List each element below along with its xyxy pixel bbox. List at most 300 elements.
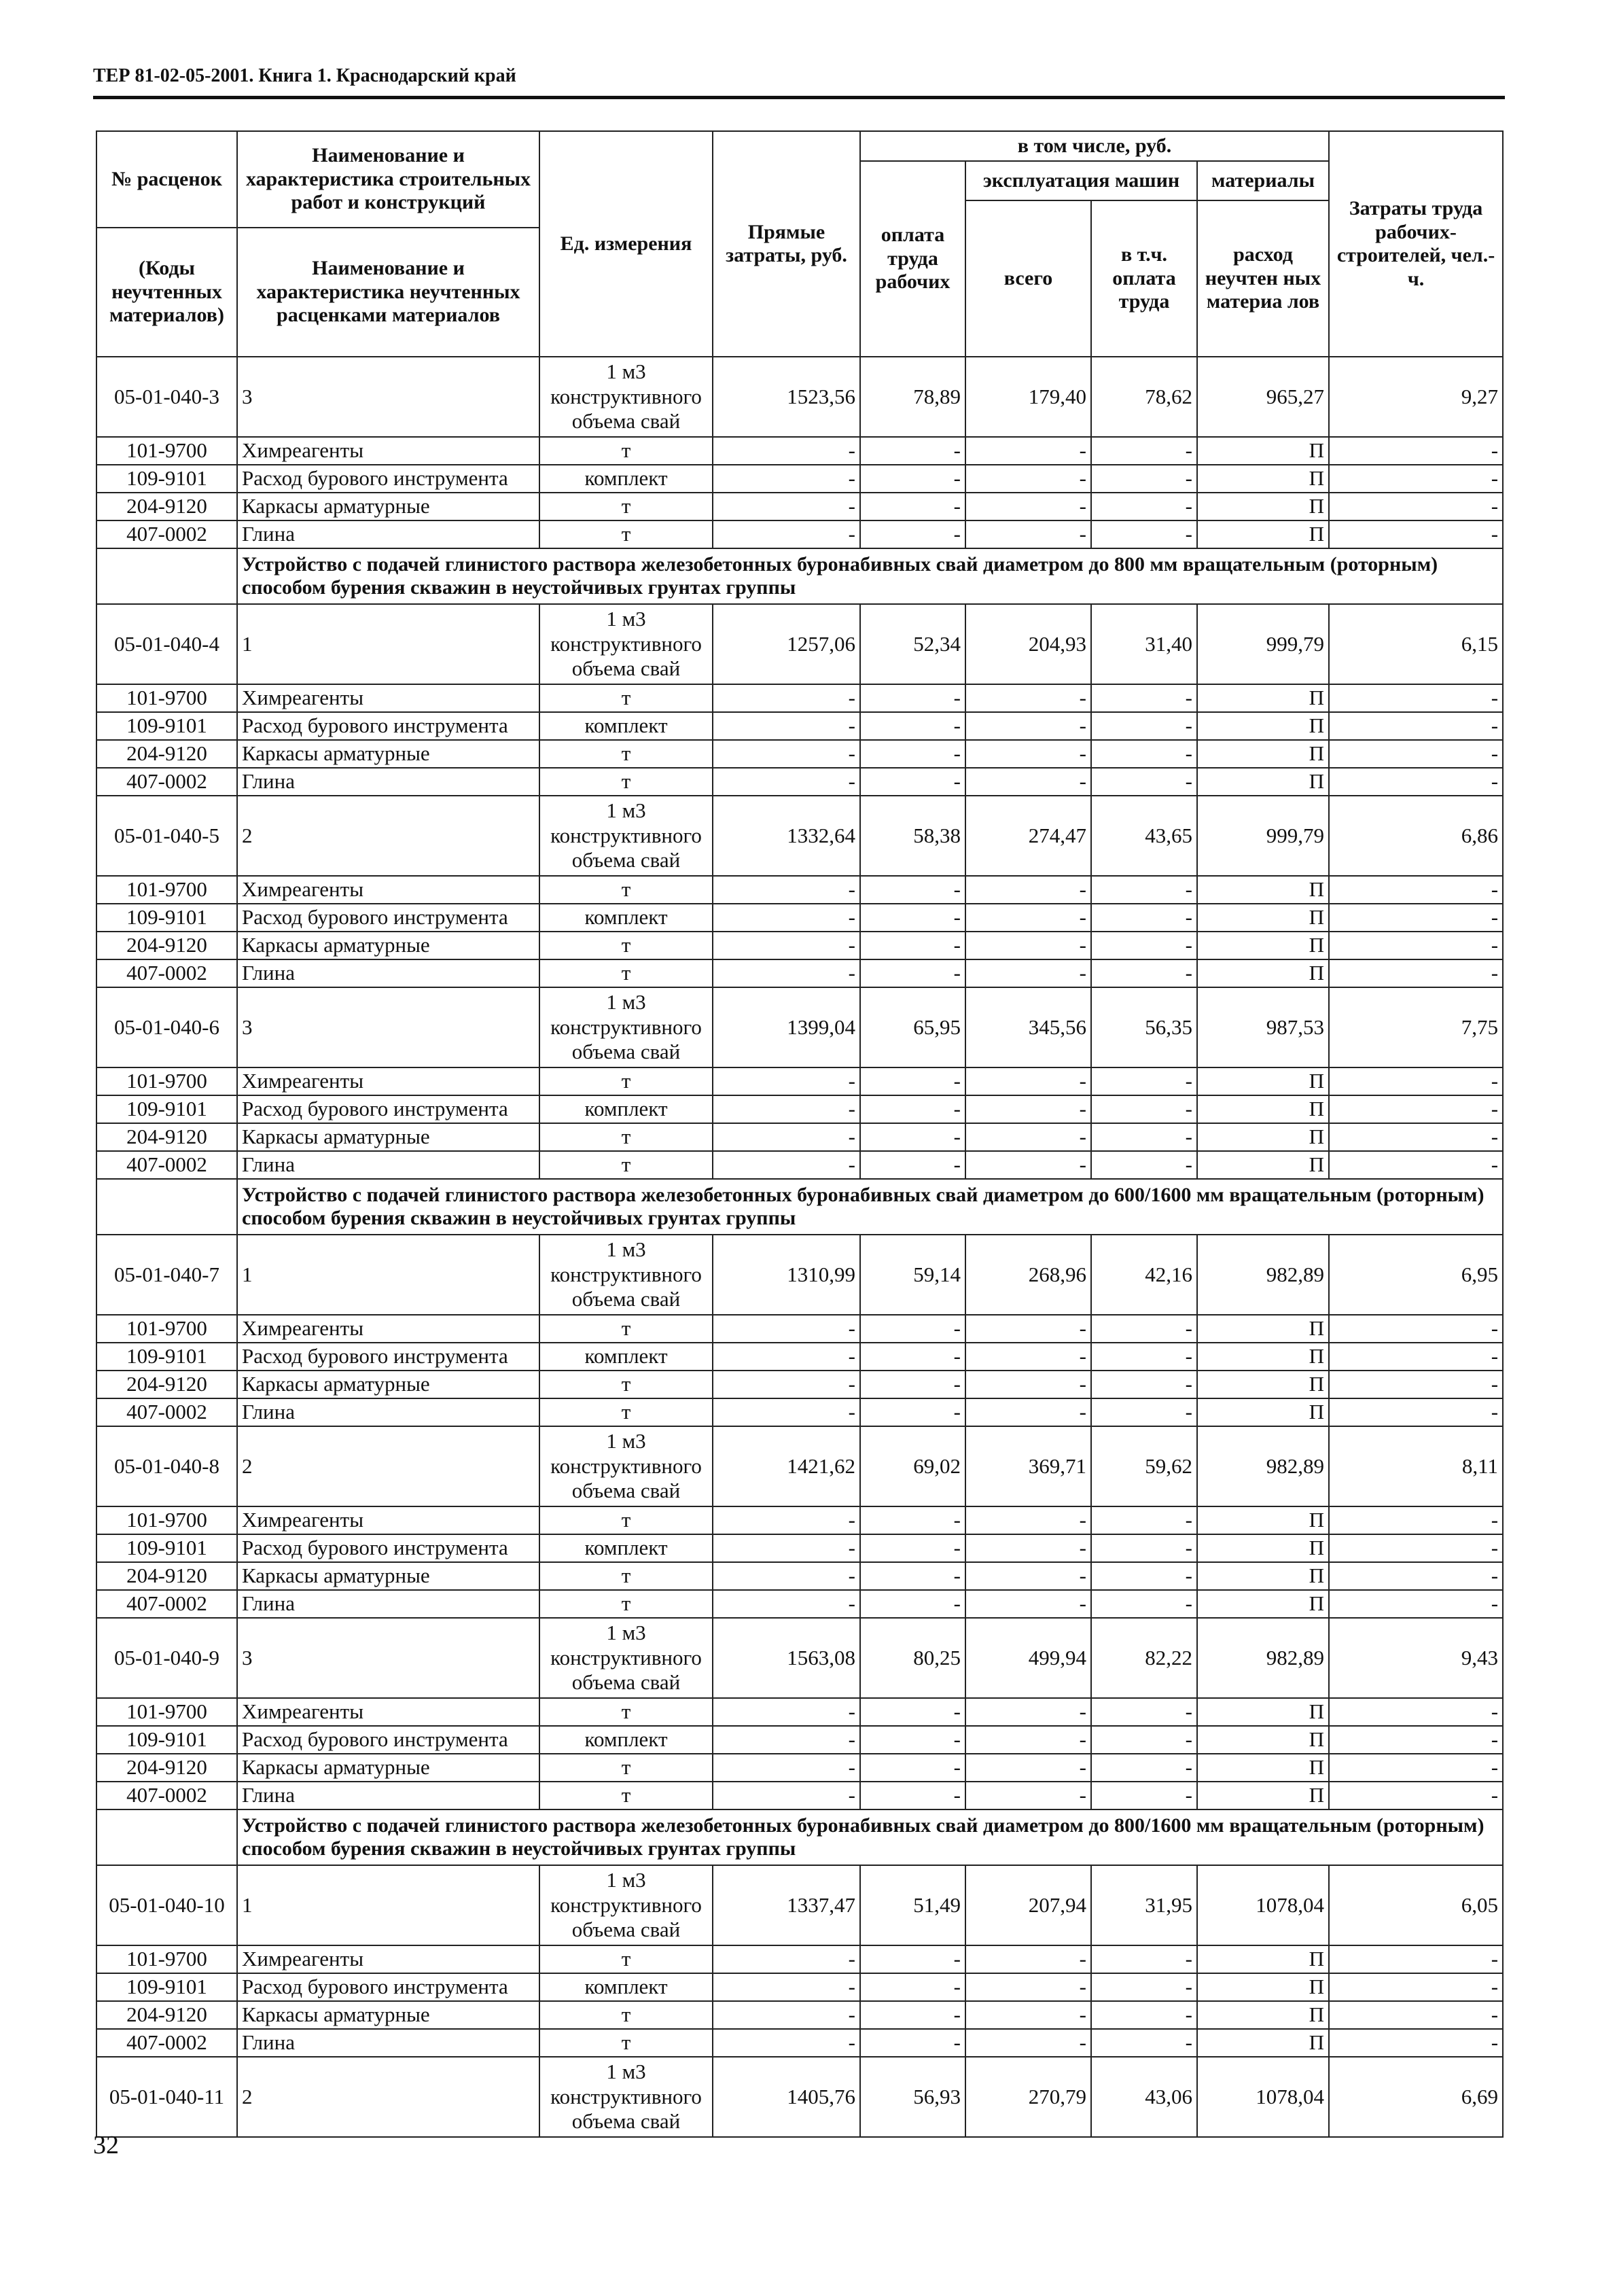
material-machines-labor-dash: - [1091, 437, 1197, 465]
material-p-mark: П [1197, 2001, 1329, 2029]
machines-labor: 59,62 [1091, 1426, 1197, 1506]
material-unit: т [539, 493, 713, 520]
material-direct-dash: - [713, 493, 860, 520]
material-direct-dash: - [713, 1151, 860, 1179]
material-machines-labor-dash: - [1091, 684, 1197, 712]
material-code: 204-9120 [96, 2001, 237, 2029]
material-machines-labor-dash: - [1091, 1534, 1197, 1562]
material-labor-dash: - [860, 1534, 965, 1562]
material-labor-dash: - [860, 1315, 965, 1343]
soil-group: 2 [237, 1426, 539, 1506]
material-workers-dash: - [1329, 1562, 1503, 1590]
material-code: 109-9101 [96, 1343, 237, 1371]
material-code: 101-9700 [96, 876, 237, 904]
material-unit: т [539, 1315, 713, 1343]
material-machines-labor-dash: - [1091, 1371, 1197, 1398]
material-code: 407-0002 [96, 959, 237, 987]
material-p-mark: П [1197, 1095, 1329, 1123]
material-workers-dash: - [1329, 712, 1503, 740]
soil-group: 2 [237, 796, 539, 876]
material-unit: т [539, 437, 713, 465]
material-row [96, 520, 1503, 548]
header-machines-labor: в т.ч. оплата труда [1091, 200, 1197, 357]
material-name: Каркасы арматурные [237, 1371, 539, 1398]
material-name: Расход бурового инструмента [237, 712, 539, 740]
material-row [96, 1095, 1503, 1123]
material-machines-dash: - [965, 740, 1091, 768]
material-workers-dash: - [1329, 1782, 1503, 1809]
material-workers-dash: - [1329, 1534, 1503, 1562]
material-row [96, 1123, 1503, 1151]
material-p-mark: П [1197, 2029, 1329, 2057]
material-direct-dash: - [713, 959, 860, 987]
material-machines-dash: - [965, 1398, 1091, 1426]
material-name: Глина [237, 1398, 539, 1426]
direct-costs: 1399,04 [713, 987, 860, 1067]
material-direct-dash: - [713, 712, 860, 740]
material-code: 204-9120 [96, 1371, 237, 1398]
material-name: Химреагенты [237, 1315, 539, 1343]
material-labor-dash: - [860, 712, 965, 740]
rate-row [96, 987, 1503, 1067]
material-labor-dash: - [860, 876, 965, 904]
material-workers-dash: - [1329, 520, 1503, 548]
material-p-mark: П [1197, 1726, 1329, 1754]
material-code: 407-0002 [96, 520, 237, 548]
material-workers-dash: - [1329, 959, 1503, 987]
material-p-mark: П [1197, 1315, 1329, 1343]
machines-labor: 31,40 [1091, 604, 1197, 684]
material-direct-dash: - [713, 1506, 860, 1534]
unit-of-measure: 1 м3 конструктивного объема свай [539, 604, 713, 684]
worker-labor: 6,95 [1329, 1235, 1503, 1315]
material-code: 101-9700 [96, 437, 237, 465]
material-p-mark: П [1197, 1506, 1329, 1534]
material-machines-labor-dash: - [1091, 520, 1197, 548]
material-labor-dash: - [860, 1343, 965, 1371]
labor-pay: 65,95 [860, 987, 965, 1067]
material-row [96, 904, 1503, 932]
material-labor-dash: - [860, 1973, 965, 2001]
material-workers-dash: - [1329, 1945, 1503, 1973]
direct-costs: 1523,56 [713, 357, 860, 437]
soil-group: 3 [237, 987, 539, 1067]
material-machines-labor-dash: - [1091, 493, 1197, 520]
material-machines-labor-dash: - [1091, 1398, 1197, 1426]
header-machines: эксплуатация машин [965, 161, 1197, 200]
material-p-mark: П [1197, 712, 1329, 740]
material-name: Расход бурового инструмента [237, 1095, 539, 1123]
material-unit: комплект [539, 1534, 713, 1562]
material-workers-dash: - [1329, 876, 1503, 904]
material-workers-dash: - [1329, 1506, 1503, 1534]
material-code: 109-9101 [96, 712, 237, 740]
material-code: 407-0002 [96, 768, 237, 796]
header-codes-sub: (Коды неучтенных материалов) [96, 228, 237, 357]
material-machines-dash: - [965, 1123, 1091, 1151]
materials-cost: 1078,04 [1197, 2057, 1329, 2137]
materials-cost: 987,53 [1197, 987, 1329, 1067]
material-name: Расход бурового инструмента [237, 1973, 539, 2001]
material-direct-dash: - [713, 520, 860, 548]
material-name: Глина [237, 1782, 539, 1809]
material-code: 109-9101 [96, 1726, 237, 1754]
material-workers-dash: - [1329, 493, 1503, 520]
material-p-mark: П [1197, 1534, 1329, 1562]
material-machines-labor-dash: - [1091, 768, 1197, 796]
material-direct-dash: - [713, 684, 860, 712]
rate-code: 05-01-040-3 [96, 357, 237, 437]
material-row [96, 493, 1503, 520]
material-p-mark: П [1197, 1067, 1329, 1095]
material-unit: т [539, 1151, 713, 1179]
material-p-mark: П [1197, 1590, 1329, 1618]
material-direct-dash: - [713, 904, 860, 932]
material-workers-dash: - [1329, 1754, 1503, 1782]
material-workers-dash: - [1329, 1698, 1503, 1726]
material-row [96, 1151, 1503, 1179]
machines-labor: 78,62 [1091, 357, 1197, 437]
soil-group: 1 [237, 1235, 539, 1315]
materials-cost: 982,89 [1197, 1618, 1329, 1698]
material-unit: т [539, 1371, 713, 1398]
material-name: Глина [237, 959, 539, 987]
machines-total: 204,93 [965, 604, 1091, 684]
material-row [96, 1562, 1503, 1590]
material-machines-dash: - [965, 959, 1091, 987]
material-unit: т [539, 959, 713, 987]
material-row [96, 959, 1503, 987]
table-body [96, 357, 1503, 2137]
rate-row [96, 357, 1503, 437]
material-code: 109-9101 [96, 904, 237, 932]
material-p-mark: П [1197, 1698, 1329, 1726]
material-name: Глина [237, 768, 539, 796]
material-name: Расход бурового инструмента [237, 1343, 539, 1371]
rate-row [96, 1426, 1503, 1506]
material-unit: т [539, 520, 713, 548]
material-unit: т [539, 1067, 713, 1095]
worker-labor: 8,11 [1329, 1426, 1503, 1506]
material-machines-labor-dash: - [1091, 740, 1197, 768]
worker-labor: 9,43 [1329, 1618, 1503, 1698]
machines-labor: 43,65 [1091, 796, 1197, 876]
rate-code: 05-01-040-9 [96, 1618, 237, 1698]
material-name: Расход бурового инструмента [237, 904, 539, 932]
material-name: Каркасы арматурные [237, 1562, 539, 1590]
material-unit: комплект [539, 1973, 713, 2001]
material-unit: т [539, 1562, 713, 1590]
material-unit: комплект [539, 465, 713, 493]
machines-labor: 31,95 [1091, 1865, 1197, 1945]
header-labor-pay: оплата труда рабочих [860, 161, 965, 357]
material-machines-dash: - [965, 1973, 1091, 2001]
material-p-mark: П [1197, 1151, 1329, 1179]
material-name: Расход бурового инструмента [237, 465, 539, 493]
material-workers-dash: - [1329, 1398, 1503, 1426]
machines-labor: 82,22 [1091, 1618, 1197, 1698]
machines-labor: 42,16 [1091, 1235, 1197, 1315]
machines-total: 274,47 [965, 796, 1091, 876]
material-code: 407-0002 [96, 1151, 237, 1179]
section-code-cell [96, 548, 237, 604]
page-number: 32 [93, 2131, 119, 2159]
material-name: Расход бурового инструмента [237, 1726, 539, 1754]
material-row [96, 1726, 1503, 1754]
labor-pay: 59,14 [860, 1235, 965, 1315]
rate-code: 05-01-040-8 [96, 1426, 237, 1506]
material-machines-labor-dash: - [1091, 1754, 1197, 1782]
materials-cost: 999,79 [1197, 604, 1329, 684]
material-unit: т [539, 740, 713, 768]
worker-labor: 6,69 [1329, 2057, 1503, 2137]
material-code: 204-9120 [96, 493, 237, 520]
material-row [96, 1945, 1503, 1973]
material-unit: т [539, 1945, 713, 1973]
material-labor-dash: - [860, 959, 965, 987]
material-direct-dash: - [713, 876, 860, 904]
material-row [96, 1398, 1503, 1426]
material-machines-dash: - [965, 1726, 1091, 1754]
material-code: 109-9101 [96, 465, 237, 493]
material-workers-dash: - [1329, 465, 1503, 493]
material-unit: комплект [539, 904, 713, 932]
material-row [96, 932, 1503, 959]
material-p-mark: П [1197, 1343, 1329, 1371]
material-machines-dash: - [965, 465, 1091, 493]
material-direct-dash: - [713, 1754, 860, 1782]
material-machines-labor-dash: - [1091, 712, 1197, 740]
material-direct-dash: - [713, 1726, 860, 1754]
unit-of-measure: 1 м3 конструктивного объема свай [539, 1865, 713, 1945]
rates-table [96, 130, 1504, 2138]
material-direct-dash: - [713, 1398, 860, 1426]
rate-code: 05-01-040-4 [96, 604, 237, 684]
material-unit: т [539, 768, 713, 796]
material-machines-dash: - [965, 2029, 1091, 2057]
worker-labor: 6,15 [1329, 604, 1503, 684]
material-machines-labor-dash: - [1091, 465, 1197, 493]
section-title: Устройство с подачей глинистого раствора железобетонных буронабивных свай диаметром до 600/1600 мм вращательным (роторным) способом бурения скважин в неустойчивых грунтах группы [237, 1179, 1503, 1235]
material-p-mark: П [1197, 932, 1329, 959]
material-p-mark: П [1197, 740, 1329, 768]
material-machines-labor-dash: - [1091, 1590, 1197, 1618]
header-worker-labor: Затраты труда рабочих-строителей, чел.-ч. [1329, 131, 1503, 357]
material-unit: т [539, 932, 713, 959]
rate-code: 05-01-040-10 [96, 1865, 237, 1945]
material-labor-dash: - [860, 932, 965, 959]
section-code-cell [96, 1179, 237, 1235]
rate-row [96, 1235, 1503, 1315]
material-machines-dash: - [965, 1754, 1091, 1782]
machines-total: 268,96 [965, 1235, 1091, 1315]
direct-costs: 1310,99 [713, 1235, 860, 1315]
material-workers-dash: - [1329, 1151, 1503, 1179]
material-labor-dash: - [860, 684, 965, 712]
machines-total: 207,94 [965, 1865, 1091, 1945]
material-direct-dash: - [713, 1534, 860, 1562]
rate-code: 05-01-040-11 [96, 2057, 237, 2137]
material-p-mark: П [1197, 1782, 1329, 1809]
material-row [96, 1343, 1503, 1371]
material-row [96, 1782, 1503, 1809]
material-unit: т [539, 1782, 713, 1809]
material-direct-dash: - [713, 1371, 860, 1398]
unit-of-measure: 1 м3 конструктивного объема свай [539, 987, 713, 1067]
material-workers-dash: - [1329, 768, 1503, 796]
material-labor-dash: - [860, 1698, 965, 1726]
material-machines-labor-dash: - [1091, 959, 1197, 987]
material-labor-dash: - [860, 437, 965, 465]
material-code: 109-9101 [96, 1534, 237, 1562]
direct-costs: 1405,76 [713, 2057, 860, 2137]
material-row [96, 2029, 1503, 2057]
header-direct-costs: Прямые затраты, руб. [713, 131, 860, 357]
material-direct-dash: - [713, 740, 860, 768]
material-labor-dash: - [860, 2029, 965, 2057]
material-machines-labor-dash: - [1091, 1782, 1197, 1809]
worker-labor: 6,86 [1329, 796, 1503, 876]
unit-of-measure: 1 м3 конструктивного объема свай [539, 796, 713, 876]
material-workers-dash: - [1329, 2001, 1503, 2029]
worker-labor: 6,05 [1329, 1865, 1503, 1945]
rate-row [96, 1865, 1503, 1945]
material-p-mark: П [1197, 1123, 1329, 1151]
materials-cost: 982,89 [1197, 1426, 1329, 1506]
material-code: 407-0002 [96, 1782, 237, 1809]
material-machines-dash: - [965, 1698, 1091, 1726]
rate-code: 05-01-040-6 [96, 987, 237, 1067]
unit-of-measure: 1 м3 конструктивного объема свай [539, 1426, 713, 1506]
material-workers-dash: - [1329, 1343, 1503, 1371]
material-machines-dash: - [965, 437, 1091, 465]
material-workers-dash: - [1329, 1371, 1503, 1398]
material-machines-dash: - [965, 1067, 1091, 1095]
unit-of-measure: 1 м3 конструктивного объема свай [539, 2057, 713, 2137]
material-code: 204-9120 [96, 740, 237, 768]
material-row [96, 1754, 1503, 1782]
rate-row [96, 1618, 1503, 1698]
material-labor-dash: - [860, 1562, 965, 1590]
material-machines-dash: - [965, 1782, 1091, 1809]
material-machines-labor-dash: - [1091, 1562, 1197, 1590]
material-name: Каркасы арматурные [237, 1754, 539, 1782]
labor-pay: 69,02 [860, 1426, 965, 1506]
material-row [96, 1315, 1503, 1343]
material-machines-labor-dash: - [1091, 1506, 1197, 1534]
material-p-mark: П [1197, 493, 1329, 520]
material-machines-dash: - [965, 1590, 1091, 1618]
material-labor-dash: - [860, 1398, 965, 1426]
material-machines-labor-dash: - [1091, 2001, 1197, 2029]
machines-labor: 43,06 [1091, 2057, 1197, 2137]
material-direct-dash: - [713, 932, 860, 959]
material-p-mark: П [1197, 465, 1329, 493]
labor-pay: 58,38 [860, 796, 965, 876]
material-machines-dash: - [965, 1315, 1091, 1343]
labor-pay: 80,25 [860, 1618, 965, 1698]
material-p-mark: П [1197, 1945, 1329, 1973]
material-labor-dash: - [860, 2001, 965, 2029]
machines-total: 369,71 [965, 1426, 1091, 1506]
material-name: Глина [237, 2029, 539, 2057]
unit-of-measure: 1 м3 конструктивного объема свай [539, 1618, 713, 1698]
material-direct-dash: - [713, 437, 860, 465]
table-header [96, 131, 1503, 357]
material-p-mark: П [1197, 437, 1329, 465]
material-machines-dash: - [965, 1534, 1091, 1562]
material-p-mark: П [1197, 1754, 1329, 1782]
material-direct-dash: - [713, 1123, 860, 1151]
material-direct-dash: - [713, 1590, 860, 1618]
material-machines-labor-dash: - [1091, 1067, 1197, 1095]
section-row [96, 1809, 1503, 1865]
section-title: Устройство с подачей глинистого раствора железобетонных буронабивных свай диаметром до 800/1600 мм вращательным (роторным) способом бурения скважин в неустойчивых грунтах группы [237, 1809, 1503, 1865]
material-labor-dash: - [860, 1067, 965, 1095]
material-labor-dash: - [860, 1123, 965, 1151]
material-machines-labor-dash: - [1091, 1151, 1197, 1179]
material-direct-dash: - [713, 1067, 860, 1095]
material-unit: т [539, 1398, 713, 1426]
direct-costs: 1332,64 [713, 796, 860, 876]
material-direct-dash: - [713, 1782, 860, 1809]
material-direct-dash: - [713, 768, 860, 796]
material-unit: комплект [539, 1095, 713, 1123]
material-code: 101-9700 [96, 1315, 237, 1343]
machines-labor: 56,35 [1091, 987, 1197, 1067]
materials-cost: 1078,04 [1197, 1865, 1329, 1945]
material-labor-dash: - [860, 465, 965, 493]
material-direct-dash: - [713, 1698, 860, 1726]
material-labor-dash: - [860, 1590, 965, 1618]
direct-costs: 1421,62 [713, 1426, 860, 1506]
material-direct-dash: - [713, 1973, 860, 2001]
material-workers-dash: - [1329, 437, 1503, 465]
material-row [96, 1590, 1503, 1618]
material-machines-labor-dash: - [1091, 1698, 1197, 1726]
material-unit: т [539, 684, 713, 712]
material-machines-dash: - [965, 1945, 1091, 1973]
material-code: 109-9101 [96, 1095, 237, 1123]
material-name: Химреагенты [237, 437, 539, 465]
material-direct-dash: - [713, 2029, 860, 2057]
section-title: Устройство с подачей глинистого раствора железобетонных буронабивных свай диаметром до 800 мм вращательным (роторным) способом бурения скважин в неустойчивых грунтах группы [237, 548, 1503, 604]
material-row [96, 465, 1503, 493]
material-machines-dash: - [965, 1343, 1091, 1371]
material-unit: т [539, 1506, 713, 1534]
material-labor-dash: - [860, 1506, 965, 1534]
material-machines-dash: - [965, 1506, 1091, 1534]
direct-costs: 1337,47 [713, 1865, 860, 1945]
material-name: Каркасы арматурные [237, 493, 539, 520]
material-machines-dash: - [965, 768, 1091, 796]
material-workers-dash: - [1329, 684, 1503, 712]
material-labor-dash: - [860, 740, 965, 768]
machines-total: 499,94 [965, 1618, 1091, 1698]
material-machines-labor-dash: - [1091, 1343, 1197, 1371]
material-row [96, 740, 1503, 768]
header-materials-unaccounted: расход неучтен ных материа лов [1197, 200, 1329, 357]
material-direct-dash: - [713, 1095, 860, 1123]
rate-row [96, 604, 1503, 684]
header-code: № расценок [96, 131, 237, 228]
material-labor-dash: - [860, 520, 965, 548]
header-unit: Ед. измерения [539, 131, 713, 357]
soil-group: 1 [237, 604, 539, 684]
material-name: Глина [237, 1590, 539, 1618]
material-name: Химреагенты [237, 1067, 539, 1095]
material-name: Каркасы арматурные [237, 1123, 539, 1151]
